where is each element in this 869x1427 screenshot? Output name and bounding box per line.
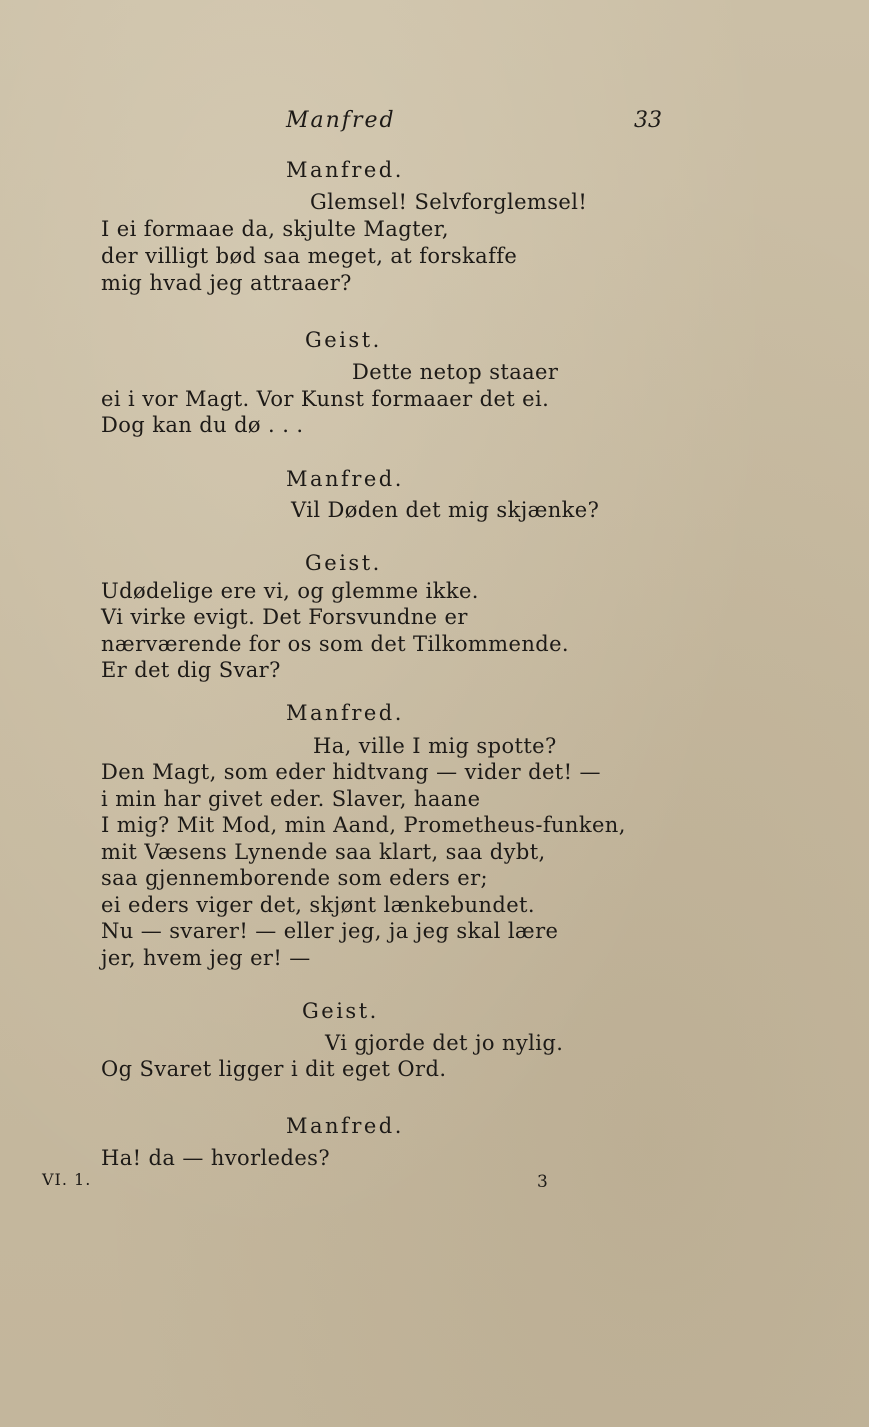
verse-line: Er det dig Svar? <box>101 658 281 682</box>
verse-line: I ei formaae da, skjulte Magter, <box>101 217 449 241</box>
verse-line: Dette netop staaer <box>352 360 559 384</box>
speaker-name: Manfred. <box>286 1114 404 1138</box>
verse-line: nærværende for os som det Tilkommende. <box>101 632 569 656</box>
speaker-name: Manfred. <box>286 158 404 182</box>
verse-line: Dog kan du dø . . . <box>101 413 304 437</box>
verse-line: Nu — svarer! — eller jeg, ja jeg skal lære <box>101 919 559 943</box>
verse-line: i min har givet eder. Slaver, haane <box>101 787 481 811</box>
verse-line: jer, hvem jeg er! — <box>101 946 311 970</box>
verse-line: der villigt bød saa meget, at forskaffe <box>101 244 518 268</box>
verse-line: I mig? Mit Mod, min Aand, Prometheus-funken, <box>101 813 626 837</box>
verse-line: Vil Døden det mig skjænke? <box>291 498 600 522</box>
verse-line: Ha, ville I mig spotte? <box>313 734 557 758</box>
verse-line: Vi virke evigt. Det Forsvundne er <box>101 605 468 629</box>
speaker-name: Geist. <box>302 999 379 1023</box>
verse-line: saa gjennemborende som eders er; <box>101 866 489 890</box>
speaker-name: Manfred. <box>286 467 404 491</box>
signature-mark: VI. 1. <box>42 1170 92 1189</box>
verse-line: Den Magt, som eder hidtvang — vider det! — <box>101 760 601 784</box>
running-title: Manfred <box>286 108 396 133</box>
speaker-name: Manfred. <box>286 701 404 725</box>
page-number: 33 <box>634 108 662 133</box>
verse-line: ei i vor Magt. Vor Kunst formaaer det ei. <box>101 387 550 411</box>
verse-line: mit Væsens Lynende saa klart, saa dybt, <box>101 840 546 864</box>
verse-line: mig hvad jeg attraaer? <box>101 271 352 295</box>
speaker-name: Geist. <box>305 328 382 352</box>
verse-line: Ha! da — hvorledes? <box>101 1146 330 1170</box>
verse-line: Og Svaret ligger i dit eget Ord. <box>101 1057 447 1081</box>
speaker-name: Geist. <box>305 551 382 575</box>
verse-line: Udødelige ere vi, og glemme ikke. <box>101 579 479 603</box>
verse-line: ei eders viger det, skjønt lænkebundet. <box>101 893 535 917</box>
verse-line: Glemsel! Selvforglemsel! <box>310 190 588 214</box>
verse-line: Vi gjorde det jo nylig. <box>325 1031 564 1055</box>
sheet-number: 3 <box>537 1172 548 1192</box>
